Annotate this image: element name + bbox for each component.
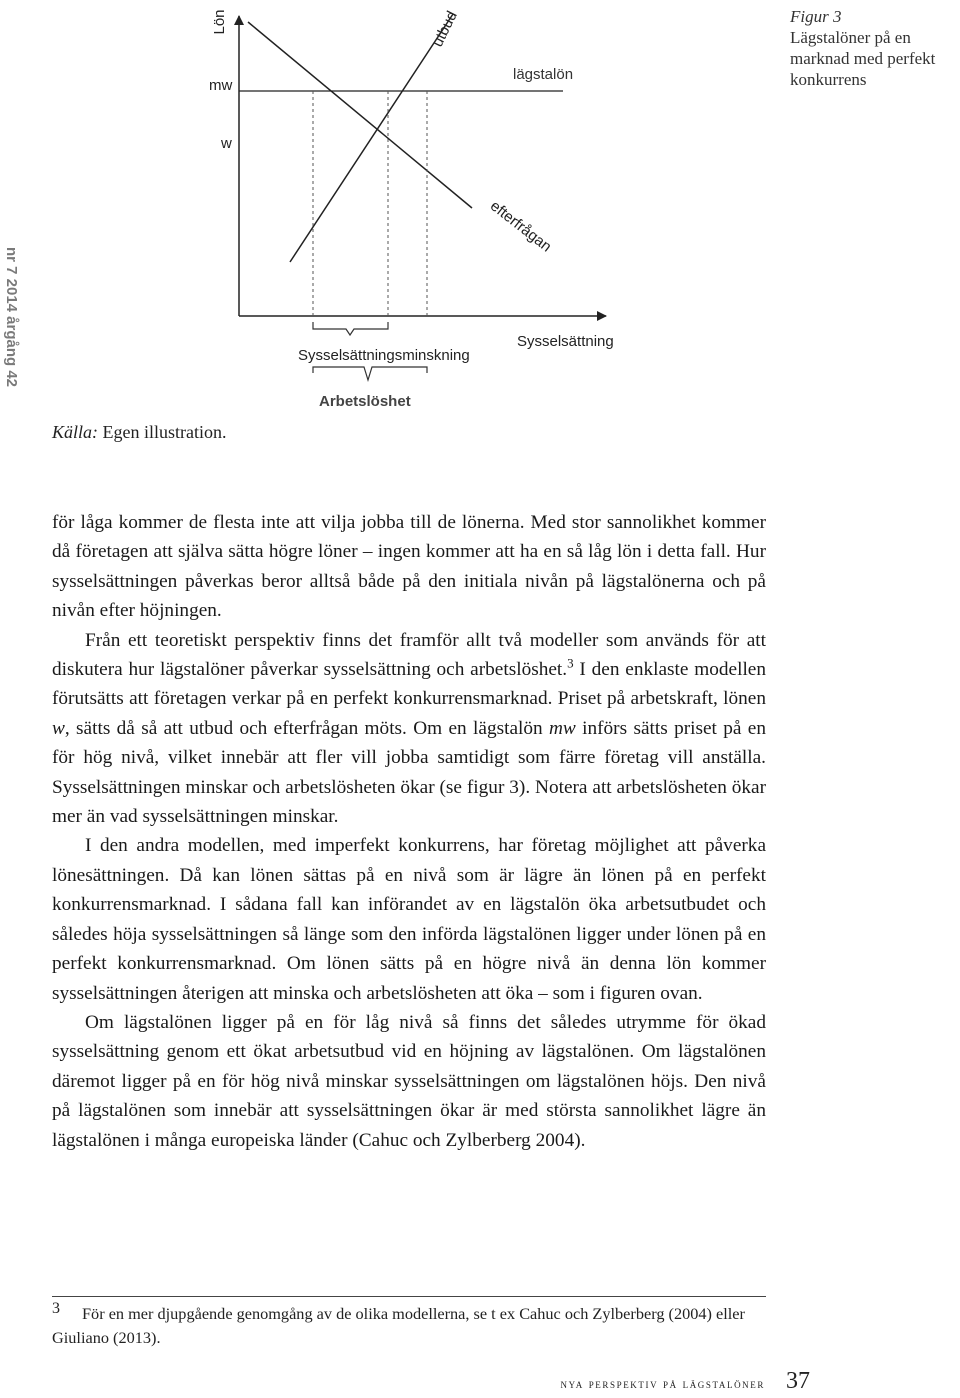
mw-label: mw bbox=[209, 77, 233, 94]
paragraph-3: I den andra modellen, med imperfekt konkurrens, har företag möjlighet att påverka lönesättningen. Då kan lönen sättas på en nivå som är lägre än lönen på en perfekt konkurrensmarknad. I sådana fall kan införandet av en lägstalön öka arbetsutbudet och således höja sysselsättningen så länge som den införda lägstalönen ligger under lönen på en perfekt konkurrensmarknad. Om lönen sätts på en högre nivå än denna lön kommer sysselsättningen återigen att minska och arbetslösheten att öka – som i figuren ovan. bbox=[52, 835, 766, 1004]
demand-line bbox=[248, 22, 472, 208]
paragraph-1: för låga kommer de flesta inte att vilja jobba till de lönerna. Med stor sannolikhet kommer då företagen att själva sätta högre löner – ingen kommer att ha en så låg lön i detta fall. Hur sysselsättningen påverkas beror alltså både på den initiala nivån på lägstalönerna och på nivån efter höjningen. bbox=[52, 512, 766, 622]
footnote bbox=[52, 1299, 766, 1350]
running-title: nya perspektiv på lägstalöner bbox=[560, 1376, 765, 1391]
supply-label: utbud bbox=[429, 8, 461, 50]
figure-title: Lägstalöner på en marknad med perfekt konkurrens bbox=[790, 28, 936, 89]
w-label: w bbox=[221, 135, 232, 152]
source-text: Egen illustration. bbox=[98, 422, 227, 442]
figure-caption bbox=[790, 6, 960, 90]
footnote-divider bbox=[52, 1296, 766, 1297]
article-body bbox=[52, 508, 766, 1155]
figure-source bbox=[52, 422, 227, 443]
unemployment-label: Arbetslöshet bbox=[319, 393, 411, 410]
figure-number: Figur 3 bbox=[790, 7, 842, 26]
footnote-ref: 3 bbox=[567, 655, 574, 671]
emp-decrease-label: Sysselsättningsminskning bbox=[298, 347, 470, 364]
footnote-number: 3 bbox=[52, 1299, 60, 1317]
paragraph-2: Från ett teoretiskt perspektiv finns det framför allt två modeller som används för att diskutera hur lägstalöner påverkar sysselsättning och arbetslöshet.$^3$ I den enklaste modellen förutsätts att företagen verkar på en perfekt konkurrensmarknad. Priset på arbetskraft, lönen w, sätts då så att utbud och efterfrågan möts. Om en lägstalön mw införs sätts priset på en för hög nivå, vilket innebär att fler vill jobba samtidigt som färre företag vill anställa. Sysselsättningen minskar och arbetslösheten ökar (se figur 3). Notera att arbetslösheten ökar mer än vad sysselsättningen minskar. bbox=[52, 629, 767, 828]
source-label: Källa: bbox=[52, 422, 99, 442]
page-number: 37 bbox=[786, 1368, 810, 1394]
emp-decrease-brace bbox=[313, 322, 388, 335]
footnote-text: För en mer djupgående genomgång av de olika modellerna, se t ex Cahuc och Zylberberg (2004) eller Giuliano (2013). bbox=[52, 1304, 745, 1347]
issue-side-label: nr 7 2014 årgång 42 bbox=[3, 246, 20, 388]
min-wage-label: lägstalön bbox=[513, 66, 574, 83]
x-axis-label: Sysselsättning bbox=[517, 333, 614, 350]
supply-line bbox=[290, 14, 453, 262]
unemployment-brace bbox=[313, 367, 427, 380]
y-axis-label: Lön bbox=[211, 9, 228, 35]
demand-label: efterfrågan bbox=[486, 197, 555, 256]
paragraph-4: Om lägstalönen ligger på en för låg nivå så finns det således utrymme för ökad sysselsättning genom ett ökat arbetsutbud vid en höjning av lägstalönen. Om lägstalönen däremot ligger på en för hög nivå minskar sysselsättningen om lägstalönen höjs. Den nivå på lägstalönen som innebär att sysselsättningen ökar är med största sannolikhet lägre än lägstalönen i många europeiska länder (Cahuc och Zylberberg 2004). bbox=[52, 1011, 766, 1151]
